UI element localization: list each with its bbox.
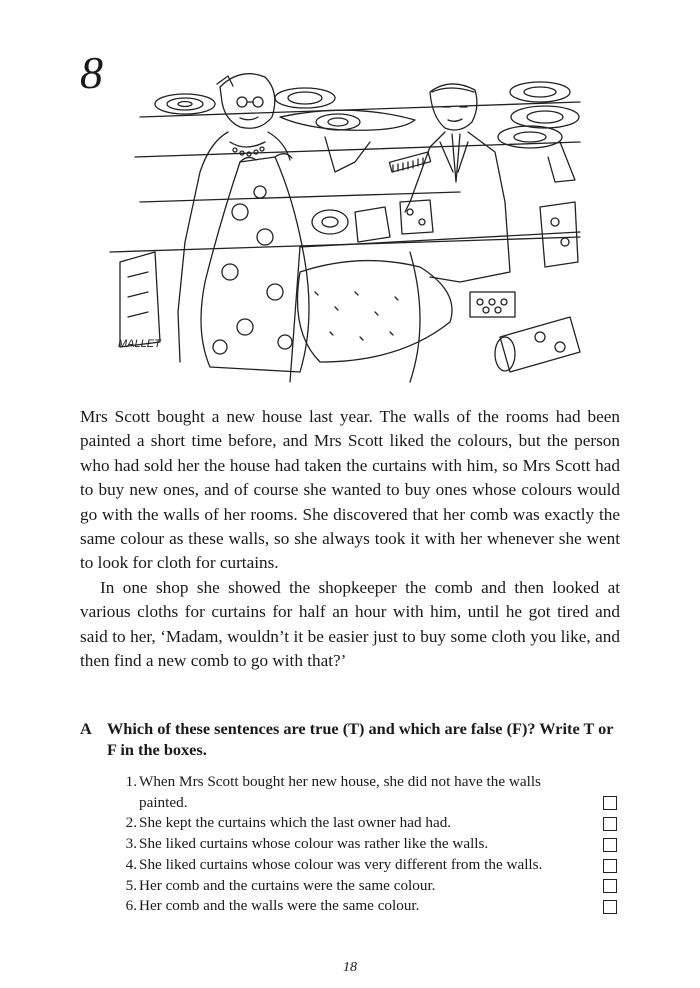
item-number: 2. <box>125 814 137 832</box>
item-text: When Mrs Scott bought her new house, she did not have the walls painted. <box>139 773 541 811</box>
answer-box[interactable] <box>603 879 617 893</box>
story-paragraph: In one shop she showed the shopkeeper the comb and then looked at various cloths for curtains for half an hour with him, until he got tired and said to her, ‘Madam, wouldn’t it be easier just to buy some cloth you like, and then find a new comb to go with that?’ <box>80 577 620 671</box>
exercise-item <box>80 834 625 855</box>
story-text <box>80 405 620 673</box>
exercise-item <box>80 876 625 897</box>
artist-signature: MALLET <box>118 338 161 350</box>
item-text: Her comb and the curtains were the same colour. <box>139 876 436 894</box>
answer-box[interactable] <box>603 796 617 810</box>
item-number: 5. <box>125 876 137 894</box>
exercise-heading <box>80 718 625 760</box>
item-text: She kept the curtains which the last owner had had. <box>139 814 452 832</box>
item-number: 1. <box>125 773 137 790</box>
chapter-number: 8 <box>80 47 103 98</box>
exercise-item <box>80 855 625 876</box>
shop-illustration <box>100 62 600 392</box>
exercise-letter: A <box>80 719 92 738</box>
exercise-section <box>80 718 625 917</box>
exercise-item-list <box>80 772 625 917</box>
page-number: 18 <box>343 960 357 975</box>
answer-box[interactable] <box>603 817 617 831</box>
exercise-item <box>80 896 625 917</box>
item-text: Her comb and the walls were the same colour. <box>139 897 420 915</box>
answer-box[interactable] <box>603 859 617 873</box>
story-paragraph: Mrs Scott bought a new house last year. The walls of the rooms had been painted a short time before, and Mrs Scott liked the colours, but the person who had sold her the house had taken the curtains with him, so Mrs Scott had to buy new ones, and of course she wanted to buy ones whose colours would go with the walls of her rooms. She discovered that her comb was exactly the same colour as these walls, so she always took it with her whenever she went to look for cloth for curtains. <box>80 407 620 573</box>
answer-box[interactable] <box>603 838 617 852</box>
item-number: 6. <box>125 897 137 915</box>
item-number: 3. <box>125 835 137 853</box>
answer-box[interactable] <box>603 900 617 914</box>
exercise-instruction: Which of these sentences are true (T) and which are false (F)? Write T or F in the boxes. <box>107 719 614 759</box>
item-text: She liked curtains whose colour was very different from the walls. <box>139 855 543 873</box>
exercise-item <box>80 772 625 813</box>
item-text: She liked curtains whose colour was rather like the walls. <box>139 835 489 853</box>
shop-cartoon-drawing <box>100 62 600 392</box>
exercise-item <box>80 813 625 834</box>
item-number: 4. <box>125 855 137 873</box>
